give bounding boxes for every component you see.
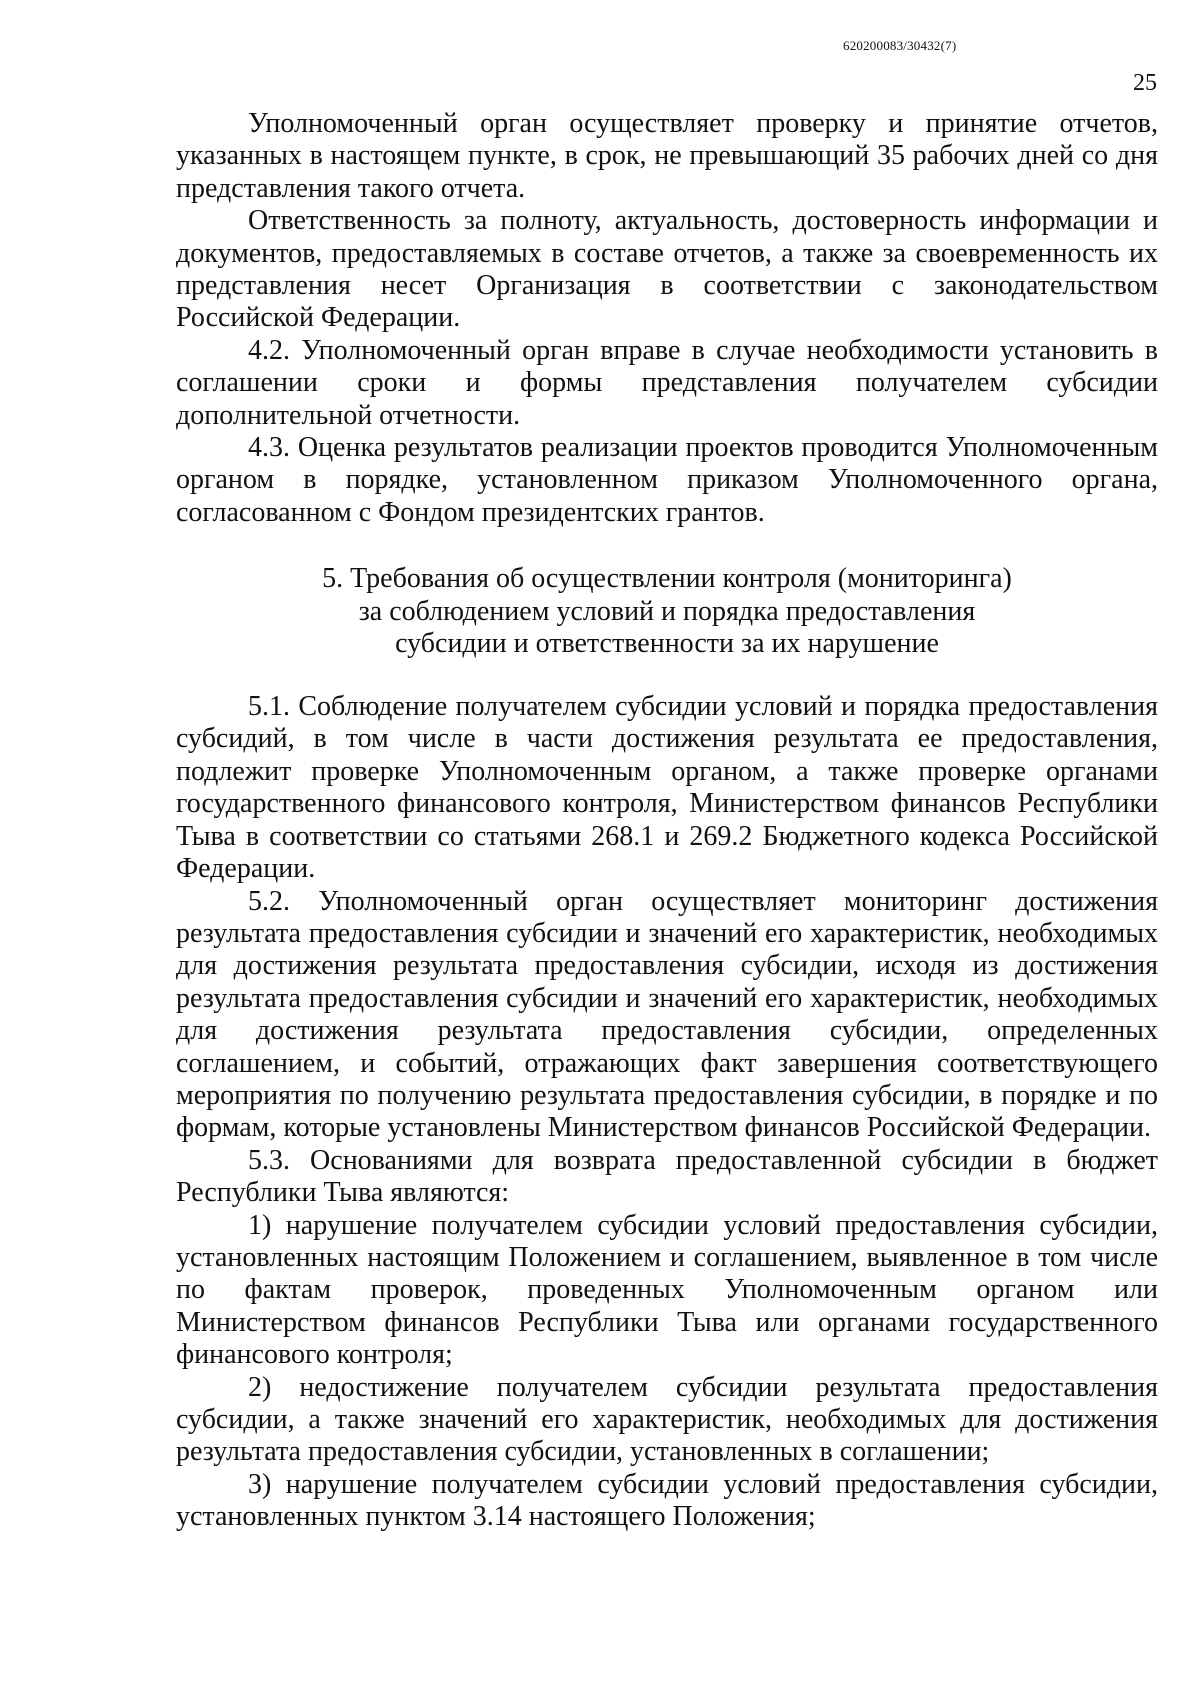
list-item-3: 3) нарушение получателем субсидии условий предоставления субсидии, установленных пунктом 3.14 настоящего Положения;: [176, 1468, 1158, 1533]
paragraph-4-2: 4.2. Уполномоченный орган вправе в случае необходимости установить в соглашении сроки и формы представления получателем субсидии дополнительной отчетности.: [176, 334, 1158, 431]
page-number: 25: [1133, 70, 1157, 96]
document-id: 620200083/30432(7): [843, 38, 957, 53]
section-5-heading: [176, 563, 1158, 661]
section-heading-line-3: субсидии и ответственности за их нарушение: [395, 628, 939, 660]
paragraph-responsibility: Ответственность за полноту, актуальность, достоверность информации и документов, предоставляемых в составе отчетов, а также за своевременность их представления несет Организация в соответствии с законодательством Российской Федерации.: [176, 205, 1158, 334]
list-item-2: 2) недостижение получателем субсидии результата предоставления субсидии, а также значений его характеристик, необходимых для достижения результата предоставления субсидии, установленных в соглашении;: [176, 1371, 1158, 1468]
paragraph-5-1: 5.1. Соблюдение получателем субсидии условий и порядка предоставления субсидий, в том числе в части достижения результата ее предоставления, подлежит проверке Уполномоченным органом, а также проверке органами государственного финансового контроля, Министерством финансов Республики Тыва в соответствии со статьями 268.1 и 269.2 Бюджетного кодекса Российской Федерации.: [176, 691, 1158, 885]
paragraph-5-3: 5.3. Основаниями для возврата предоставленной субсидии в бюджет Республики Тыва являются:: [176, 1144, 1158, 1209]
section-heading-line-2: за соблюдением условий и порядка предоставления: [358, 595, 976, 627]
list-item-1: 1) нарушение получателем субсидии условий предоставления субсидии, установленных настоящим Положением и соглашением, выявленное в том числе по фактам проверок, проведенных Уполномоченным органом или Министерством финансов Республики Тыва или органами государственного финансового контроля;: [176, 1209, 1158, 1371]
document-body: [176, 108, 1158, 1534]
paragraph-report-review: Уполномоченный орган осуществляет проверку и принятие отчетов, указанных в настоящем пункте, в срок, не превышающий 35 рабочих дней со дня представления такого отчета.: [176, 108, 1158, 204]
paragraph-4-3: 4.3. Оценка результатов реализации проектов проводится Уполномоченным органом в порядке, установленном приказом Уполномоченного органа, согласованном с Фондом президентских грантов.: [176, 432, 1158, 528]
paragraph-5-2: 5.2. Уполномоченный орган осуществляет мониторинг достижения результата предоставления субсидии и значений его характеристик, необходимых для достижения результата предоставления субсидии, исходя из достижения результата предоставления субсидии и значений его характеристик, необходимых для достижения результата предоставления субсидии, определенных соглашением, и событий, отражающих факт завершения соответствующего мероприятия по получению результата предоставления субсидии, в порядке и по формам, которые установлены Министерством финансов Российской Федерации.: [176, 885, 1158, 1144]
section-heading-line-1: 5. Требования об осуществлении контроля (мониторинга): [322, 563, 1012, 595]
